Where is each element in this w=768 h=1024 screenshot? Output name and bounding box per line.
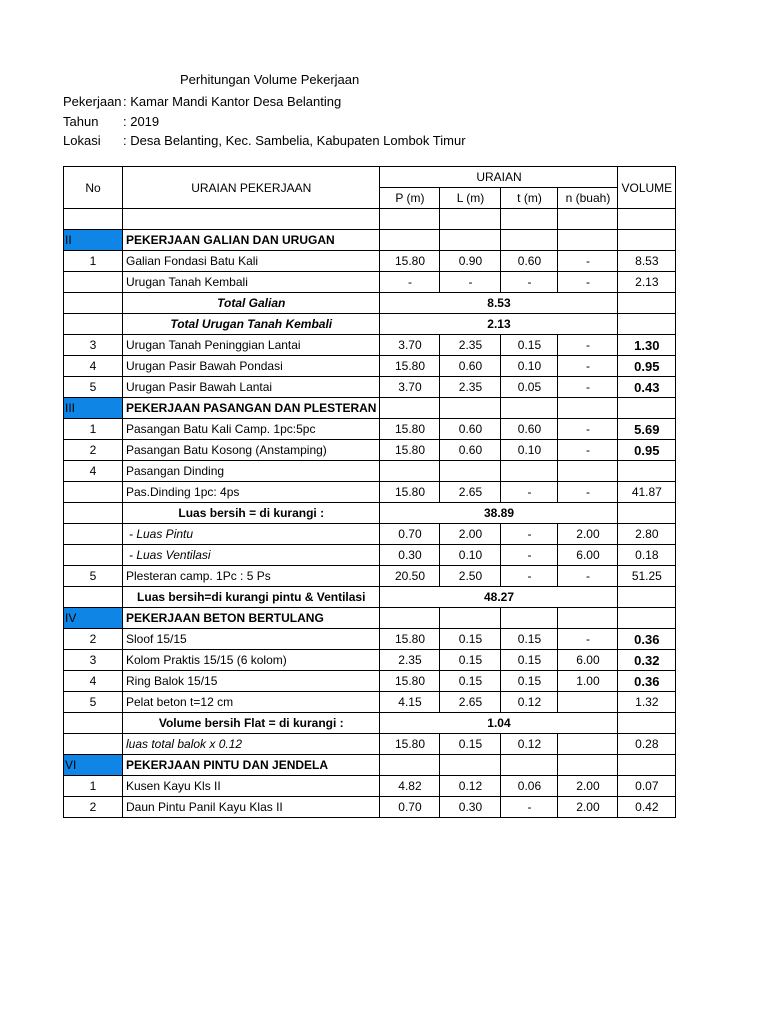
row-no: 3: [64, 335, 123, 356]
cell: [558, 230, 618, 251]
row-no: [64, 272, 123, 293]
row-p: 0.70: [380, 524, 440, 545]
cell: [618, 209, 676, 230]
table-row: [64, 797, 676, 818]
cell: [64, 524, 123, 545]
row-t: 0.06: [501, 776, 558, 797]
row-desc: luas total balok x 0.12: [123, 734, 380, 755]
table-row: [64, 356, 676, 377]
total-value: 2.13: [380, 314, 618, 335]
section-number: II: [64, 230, 123, 251]
total-row: [64, 293, 676, 314]
row-desc: Pasangan Dinding: [123, 461, 380, 482]
cell: [64, 482, 123, 503]
meta-key: Tahun: [63, 114, 99, 129]
row-desc: Daun Pintu Panil Kayu Klas II: [123, 797, 380, 818]
row-l: 2.50: [440, 566, 501, 587]
row-n: 2.00: [558, 776, 618, 797]
row-volume: 0.43: [618, 377, 676, 398]
row-p: 15.80: [380, 671, 440, 692]
table-row: [64, 692, 676, 713]
table-row: [64, 776, 676, 797]
blank-row: [64, 209, 676, 230]
row-l: -: [440, 272, 501, 293]
row-n: -: [558, 335, 618, 356]
table-row: [64, 440, 676, 461]
row-p: 15.80: [380, 482, 440, 503]
total-label: Luas bersih=di kurangi pintu & Ventilasi: [123, 587, 380, 608]
volume-table: [63, 166, 676, 818]
row-l: 0.60: [440, 419, 501, 440]
row-l: 0.30: [440, 797, 501, 818]
row-volume: 0.28: [618, 734, 676, 755]
cell: [618, 314, 676, 335]
row-l: 2.65: [440, 692, 501, 713]
section-number: III: [64, 398, 123, 419]
row-volume: 1.32: [618, 692, 676, 713]
cell: [64, 587, 123, 608]
total-label: Volume bersih Flat = di kurangi :: [123, 713, 380, 734]
row-t: 0.12: [501, 734, 558, 755]
row-desc: Pas.Dinding 1pc: 4ps: [123, 482, 380, 503]
total-label: Luas bersih = di kurangi :: [123, 503, 380, 524]
row-n: 2.00: [558, 524, 618, 545]
table-row: [64, 482, 676, 503]
row-desc: Urugan Tanah Peninggian Lantai: [123, 335, 380, 356]
cell: [440, 755, 501, 776]
table-row: [64, 272, 676, 293]
table-row: [64, 566, 676, 587]
row-volume: 2.80: [618, 524, 676, 545]
meta-value: : Desa Belanting, Kec. Sambelia, Kabupaten Lombok Timur: [123, 133, 466, 148]
row-desc: Urugan Tanah Kembali: [123, 272, 380, 293]
row-desc: Sloof 15/15: [123, 629, 380, 650]
row-n: -: [558, 482, 618, 503]
row-desc: Pasangan Batu Kosong (Anstamping): [123, 440, 380, 461]
row-n: -: [558, 440, 618, 461]
row-desc: Kolom Praktis 15/15 (6 kolom): [123, 650, 380, 671]
row-t: 0.15: [501, 671, 558, 692]
row-n: -: [558, 629, 618, 650]
cell: [64, 314, 123, 335]
cell: [380, 755, 440, 776]
row-t: 0.10: [501, 440, 558, 461]
section-title: PEKERJAAN PASANGAN DAN PLESTERAN: [123, 398, 380, 419]
row-t: -: [501, 482, 558, 503]
meta-tahun: [63, 114, 159, 129]
row-volume: 0.32: [618, 650, 676, 671]
row-t: 0.10: [501, 356, 558, 377]
row-volume: 0.95: [618, 356, 676, 377]
cell: [618, 587, 676, 608]
header-p: P (m): [380, 188, 440, 209]
cell: [558, 755, 618, 776]
row-p: -: [380, 272, 440, 293]
row-desc: Pasangan Batu Kali Camp. 1pc:5pc: [123, 419, 380, 440]
header-no: No: [64, 167, 123, 209]
cell: [380, 209, 440, 230]
row-no: 4: [64, 461, 123, 482]
table-row: [64, 251, 676, 272]
cell: [64, 293, 123, 314]
row-t: -: [501, 272, 558, 293]
table-row: [64, 524, 676, 545]
cell: [558, 398, 618, 419]
row-l: 2.65: [440, 482, 501, 503]
row-desc: Kusen Kayu Kls II: [123, 776, 380, 797]
meta-lokasi: [63, 133, 466, 148]
row-p: 4.82: [380, 776, 440, 797]
row-t: 0.12: [501, 692, 558, 713]
header-volume: VOLUME: [618, 167, 676, 209]
row-l: 0.60: [440, 440, 501, 461]
row-no: 2: [64, 629, 123, 650]
row-n: 6.00: [558, 545, 618, 566]
row-l: 0.15: [440, 650, 501, 671]
cell: [618, 293, 676, 314]
row-p: 2.35: [380, 650, 440, 671]
row-t: 0.60: [501, 251, 558, 272]
row-t: 0.15: [501, 629, 558, 650]
cell: [618, 755, 676, 776]
row-no: 4: [64, 356, 123, 377]
row-p: 3.70: [380, 335, 440, 356]
row-l: 2.35: [440, 377, 501, 398]
row-no: 5: [64, 566, 123, 587]
cell: [440, 461, 501, 482]
cell: [618, 713, 676, 734]
cell: [64, 734, 123, 755]
row-volume: 0.42: [618, 797, 676, 818]
cell: [380, 398, 440, 419]
row-p: 15.80: [380, 251, 440, 272]
row-desc: - Luas Ventilasi: [123, 545, 380, 566]
row-volume: 0.36: [618, 671, 676, 692]
cell: [440, 398, 501, 419]
row-t: 0.60: [501, 419, 558, 440]
cell: [440, 608, 501, 629]
row-n: [558, 692, 618, 713]
row-n: -: [558, 272, 618, 293]
header-n: n (buah): [558, 188, 618, 209]
cell: [440, 209, 501, 230]
section-title: PEKERJAAN BETON BERTULANG: [123, 608, 380, 629]
row-p: 15.80: [380, 419, 440, 440]
cell: [501, 461, 558, 482]
row-no: 1: [64, 251, 123, 272]
row-l: 0.90: [440, 251, 501, 272]
row-l: 0.10: [440, 545, 501, 566]
table-row: [64, 419, 676, 440]
table-row: [64, 734, 676, 755]
row-l: 0.60: [440, 356, 501, 377]
section-title: PEKERJAAN PINTU DAN JENDELA: [123, 755, 380, 776]
row-p: 15.80: [380, 440, 440, 461]
row-t: 0.15: [501, 335, 558, 356]
meta-key: Pekerjaan: [63, 94, 122, 109]
cell: [501, 398, 558, 419]
total-value: 38.89: [380, 503, 618, 524]
table-row: [64, 377, 676, 398]
row-no: 3: [64, 650, 123, 671]
row-p: 4.15: [380, 692, 440, 713]
section-row: [64, 398, 676, 419]
cell: [501, 608, 558, 629]
header-l: L (m): [440, 188, 501, 209]
row-l: 2.00: [440, 524, 501, 545]
meta-key: Lokasi: [63, 133, 101, 148]
cell: [64, 209, 123, 230]
row-l: 0.15: [440, 734, 501, 755]
cell: [558, 209, 618, 230]
cell: [440, 230, 501, 251]
row-p: 0.30: [380, 545, 440, 566]
row-desc: Ring Balok 15/15: [123, 671, 380, 692]
row-l: 0.15: [440, 629, 501, 650]
row-desc: Pelat beton t=12 cm: [123, 692, 380, 713]
row-n: -: [558, 419, 618, 440]
section-title: PEKERJAAN GALIAN DAN URUGAN: [123, 230, 380, 251]
row-volume: 0.18: [618, 545, 676, 566]
row-n: -: [558, 566, 618, 587]
row-p: 15.80: [380, 629, 440, 650]
table-row: [64, 461, 676, 482]
row-p: 0.70: [380, 797, 440, 818]
cell: [618, 608, 676, 629]
row-desc: Urugan Pasir Bawah Pondasi: [123, 356, 380, 377]
table-row: [64, 671, 676, 692]
cell: [618, 461, 676, 482]
row-desc: Urugan Pasir Bawah Lantai: [123, 377, 380, 398]
row-no: 1: [64, 419, 123, 440]
meta-pekerjaan: [63, 94, 341, 109]
row-p: 20.50: [380, 566, 440, 587]
section-row: [64, 230, 676, 251]
row-n: -: [558, 377, 618, 398]
cell: [558, 461, 618, 482]
row-t: -: [501, 797, 558, 818]
row-n: [558, 734, 618, 755]
cell: [501, 755, 558, 776]
cell: [501, 209, 558, 230]
total-value: 48.27: [380, 587, 618, 608]
cell: [618, 230, 676, 251]
row-no: 5: [64, 692, 123, 713]
row-n: 6.00: [558, 650, 618, 671]
total-row: [64, 587, 676, 608]
header-uraian-pekerjaan: URAIAN PEKERJAAN: [123, 167, 380, 209]
row-t: 0.05: [501, 377, 558, 398]
row-l: 0.15: [440, 671, 501, 692]
meta-value: : 2019: [123, 114, 160, 129]
row-t: -: [501, 566, 558, 587]
total-row: [64, 503, 676, 524]
row-n: 1.00: [558, 671, 618, 692]
cell: [501, 230, 558, 251]
row-volume: 0.07: [618, 776, 676, 797]
row-t: 0.15: [501, 650, 558, 671]
cell: [123, 209, 380, 230]
table-row: [64, 629, 676, 650]
total-value: 8.53: [380, 293, 618, 314]
row-no: 4: [64, 671, 123, 692]
row-l: 0.12: [440, 776, 501, 797]
row-desc: Galian Fondasi Batu Kali: [123, 251, 380, 272]
row-no: 1: [64, 776, 123, 797]
cell: [380, 461, 440, 482]
table-row: [64, 650, 676, 671]
header-uraian: URAIAN: [380, 167, 618, 188]
section-row: [64, 608, 676, 629]
total-label: Total Galian: [123, 293, 380, 314]
row-n: 2.00: [558, 797, 618, 818]
cell: [618, 398, 676, 419]
row-volume: 51.25: [618, 566, 676, 587]
section-number: IV: [64, 608, 123, 629]
row-desc: Plesteran camp. 1Pc : 5 Ps: [123, 566, 380, 587]
row-n: -: [558, 356, 618, 377]
cell: [558, 608, 618, 629]
row-no: 5: [64, 377, 123, 398]
cell: [64, 545, 123, 566]
row-t: -: [501, 524, 558, 545]
cell: [618, 503, 676, 524]
row-volume: 41.87: [618, 482, 676, 503]
row-volume: 5.69: [618, 419, 676, 440]
section-row: [64, 755, 676, 776]
row-no: 2: [64, 440, 123, 461]
page-title: Perhitungan Volume Pekerjaan: [180, 72, 360, 87]
row-p: 15.80: [380, 356, 440, 377]
row-desc: - Luas Pintu: [123, 524, 380, 545]
total-row: [64, 713, 676, 734]
total-value: 1.04: [380, 713, 618, 734]
cell: [380, 608, 440, 629]
row-volume: 0.95: [618, 440, 676, 461]
row-t: -: [501, 545, 558, 566]
row-volume: 8.53: [618, 251, 676, 272]
cell: [380, 230, 440, 251]
cell: [64, 503, 123, 524]
row-l: 2.35: [440, 335, 501, 356]
row-volume: 0.36: [618, 629, 676, 650]
row-p: 15.80: [380, 734, 440, 755]
row-n: -: [558, 251, 618, 272]
header-t: t (m): [501, 188, 558, 209]
table-row: [64, 545, 676, 566]
table-row: [64, 335, 676, 356]
meta-value: : Kamar Mandi Kantor Desa Belanting: [123, 94, 342, 109]
total-row: [64, 314, 676, 335]
row-volume: 1.30: [618, 335, 676, 356]
row-volume: 2.13: [618, 272, 676, 293]
cell: [64, 713, 123, 734]
row-p: 3.70: [380, 377, 440, 398]
total-label: Total Urugan Tanah Kembali: [123, 314, 380, 335]
row-no: 2: [64, 797, 123, 818]
section-number: VI: [64, 755, 123, 776]
